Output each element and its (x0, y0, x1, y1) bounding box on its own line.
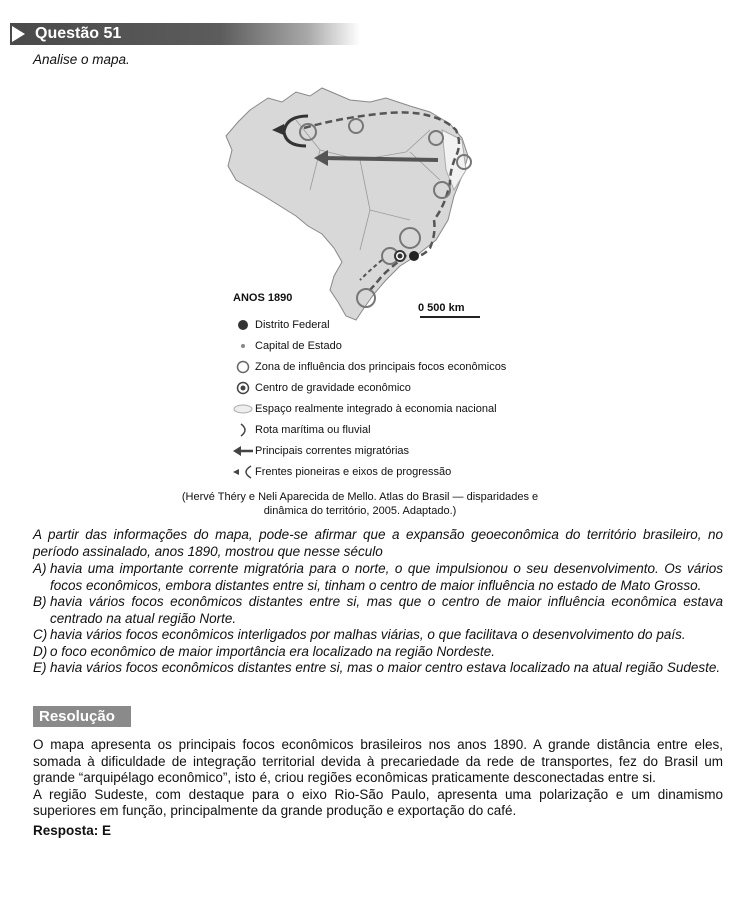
influence-zone-icon (233, 360, 253, 374)
play-arrow-icon (12, 26, 25, 42)
map-source (150, 490, 570, 518)
legend-label: Centro de gravidade econômico (255, 382, 411, 394)
legend-item (233, 420, 371, 440)
legend-item (233, 378, 411, 398)
legend-item (233, 315, 330, 335)
legend-label: Espaço realmente integrado à economia nacional (255, 403, 497, 415)
resolution-header: Resolução (33, 706, 131, 727)
answer-options (33, 561, 723, 677)
legend-title: ANOS 1890 (233, 292, 293, 304)
legend-item (233, 399, 497, 419)
resolution-body (33, 737, 723, 820)
option-a (33, 561, 723, 594)
migration-arrow-icon (233, 444, 253, 458)
scale-bar (420, 316, 480, 318)
legend-label: Frentes pioneiras e eixos de progressão (255, 466, 452, 478)
federal-district-icon (233, 318, 253, 332)
brazil-map (210, 80, 510, 325)
option-d (33, 644, 723, 661)
state-capital-icon (233, 339, 253, 353)
option-c (33, 627, 723, 644)
legend-label: Principais correntes migratórias (255, 445, 410, 457)
legend-label: Distrito Federal (255, 319, 330, 331)
legend-label: Zona de influência dos principais focos econômicos (255, 361, 507, 373)
source-line: (Hervé Théry e Neli Aparecida de Mello. Atlas do Brasil — disparidades e (181, 491, 539, 503)
question-stem: A partir das informações do mapa, pode-se afirmar que a expansão geoeconômica do território brasileiro, no período assinalado, anos 1890, mostrou que nesse século (33, 527, 723, 559)
legend-item (233, 357, 506, 377)
intro-text: Analise o mapa. (33, 52, 130, 67)
economic-centers (395, 251, 405, 261)
option-text: havia vários focos econômicos distantes entre si, mas que o centro de maior influência econômica estava centrado na atual região Norte. (50, 594, 723, 626)
sea-route-icon (233, 423, 253, 437)
scale-label: 0 500 km (418, 302, 465, 314)
option-text: havia vários focos econômicos distantes entre si, mas o maior centro estava localizado na atual região Sudeste. (50, 660, 721, 675)
option-text: havia uma importante corrente migratória para o norte, o que impulsionou o seu desenvolvimento. Os vários focos econômicos, embora distantes entre si, tinham o centro de maior influência no estado de Mato Grosso. (50, 561, 723, 593)
option-letter: A) (33, 561, 47, 576)
legend-item (233, 441, 409, 461)
option-b (33, 594, 723, 627)
migration-arrow (322, 158, 438, 160)
question-title: Questão 51 (35, 25, 122, 42)
source-line: dinâmica do território, 2005. Adaptado.) (263, 505, 457, 517)
option-text: o foco econômico de maior importância era localizado na região Nordeste. (50, 643, 495, 659)
resolution-paragraph: A região Sudeste, com destaque para o eixo Rio-São Paulo, apresenta uma polarização e um dinamismo superiores em função, principalmente da grande produção e exportação do café. (33, 786, 723, 818)
pioneer-front-icon (233, 465, 253, 479)
brazil-outline (226, 88, 468, 320)
option-letter: B) (33, 594, 47, 609)
resolution-paragraph: O mapa apresenta os principais focos econômicos brasileiros nos anos 1890. A grande distância entre eles, somada à dificuldade de integração territorial devida à precariedade da rede de transportes, fez do Brasil um grande “arquipélago econômico”, isto é, criou regiões econômicas praticamente desconectadas entre si. (33, 737, 723, 785)
option-letter: D) (33, 643, 48, 659)
option-text: havia vários focos econômicos interligados por malhas viárias, o que facilitava o desenvolvimento do país. (50, 627, 686, 642)
legend-label: Capital de Estado (255, 340, 342, 352)
answer-label: Resposta: E (33, 823, 112, 838)
legend-item (233, 336, 342, 356)
economic-center-icon (233, 381, 253, 395)
legend-label: Rota marítima ou fluvial (255, 424, 371, 436)
option-letter: E) (33, 660, 47, 675)
federal-district-marker (409, 251, 419, 261)
option-e (33, 660, 723, 677)
legend-item (233, 462, 451, 482)
option-letter: C) (33, 627, 48, 642)
integrated-space-icon (233, 402, 253, 416)
